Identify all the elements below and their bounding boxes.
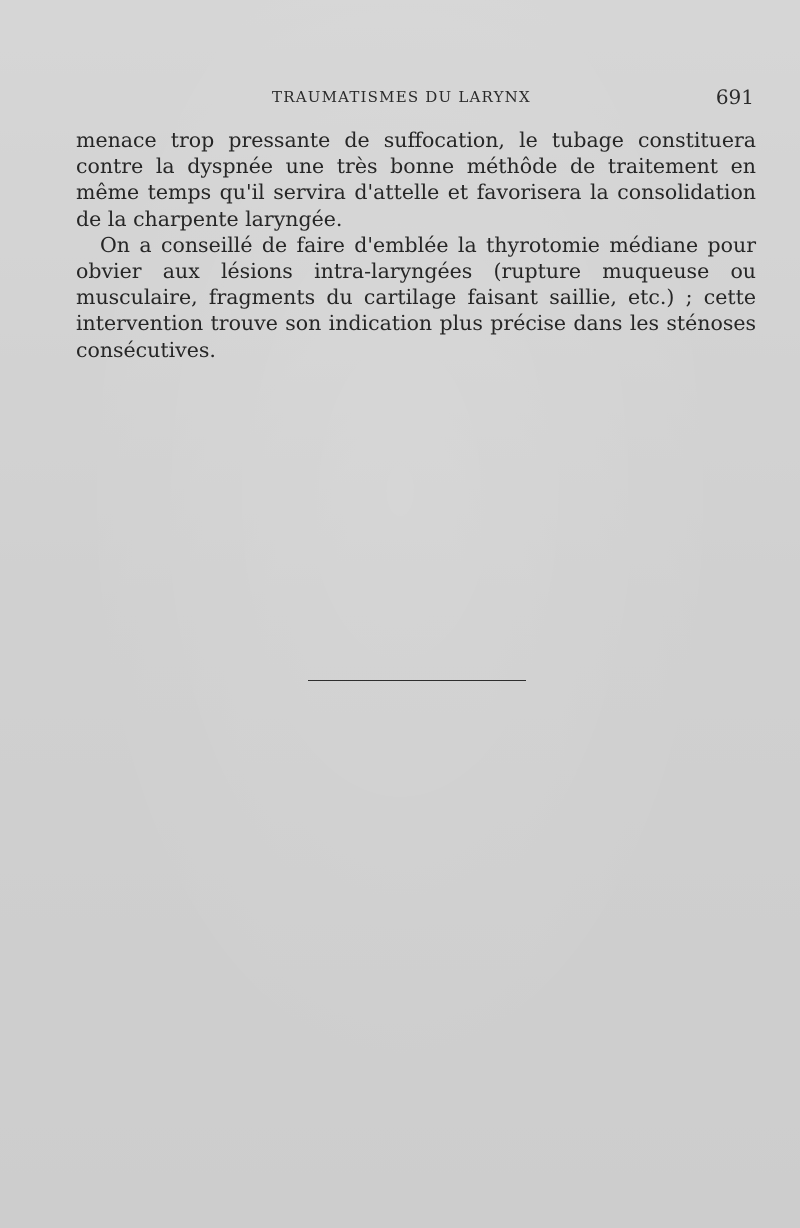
paragraph-thyrotomie: On a conseillé de faire d'emblée la thyrotomie médiane pour obvier aux lésions intra-laryngées (rupture muqueuse ou musculaire, fragments du cartilage faisant saillie, etc.) ; cette intervention trouve son indication plus précise dans les sténoses consécutives. xyxy=(76,232,756,362)
body-text xyxy=(76,127,756,363)
paragraph-continuation: menace trop pressante de suffocation, le tubage constituera contre la dyspnée une très bonne méthôde de traitement en même temps qu'il servira d'attelle et favorisera la consolidation de la charpente laryngée. xyxy=(76,128,756,231)
section-end-rule xyxy=(308,680,526,681)
running-head xyxy=(76,85,756,112)
page-number: 691 xyxy=(715,85,754,109)
running-title: TRAUMATISMES DU LARYNX xyxy=(272,88,531,106)
